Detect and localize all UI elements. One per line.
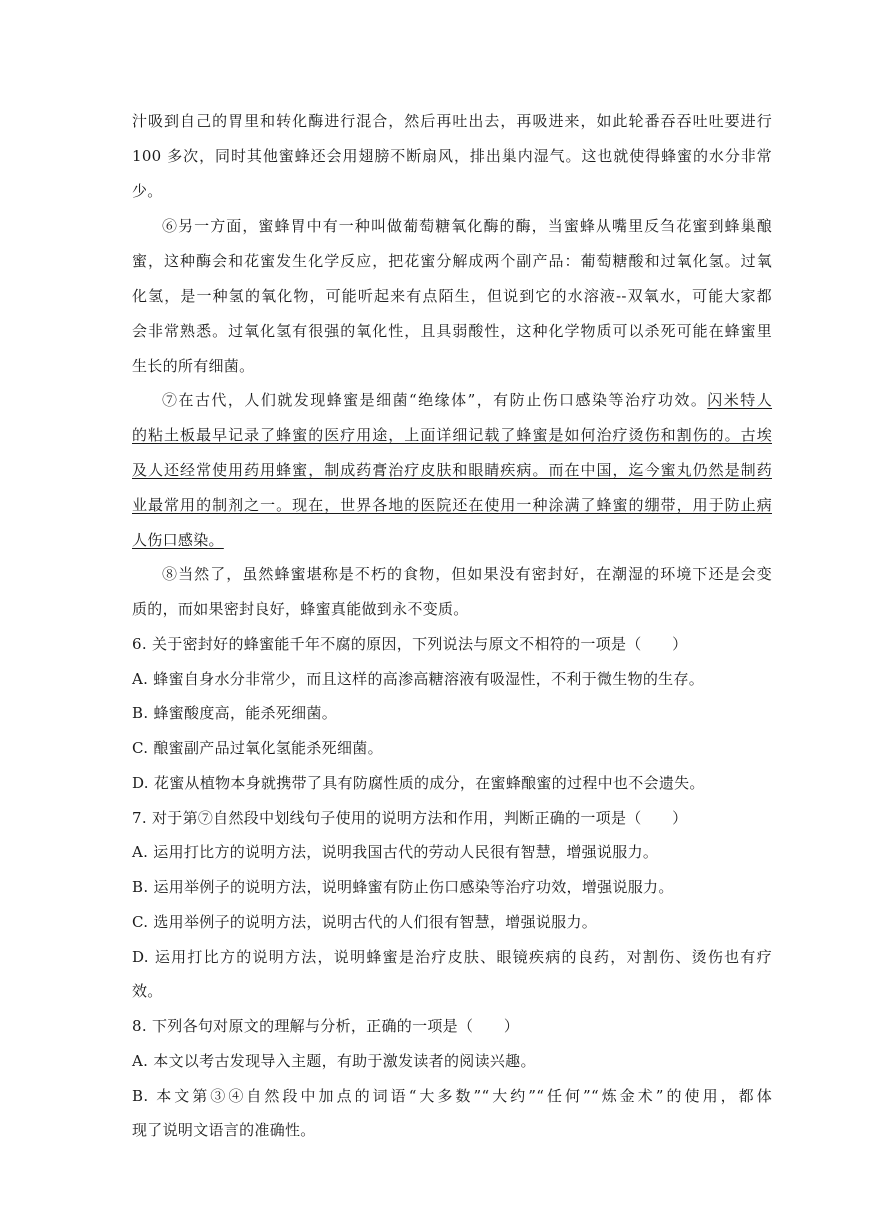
paragraph-6-line-3: 化氢，是一种氢的氧化物，可能听起来有点陌生，但说到它的水溶液--双氧水，可能大家都	[132, 287, 772, 305]
question-6-option-b: B. 蜂蜜酸度高，能杀死细菌。	[132, 704, 338, 722]
paragraph-7-line-1-text: ⑦在古代，人们就发现蜂蜜是细菌“绝缘体”，有防止伤口感染等治疗功效。	[162, 391, 708, 409]
question-6-option-d: D. 花蜜从植物本身就携带了具有防腐性质的成分，在蜜蜂酿蜜的过程中也不会遗失。	[132, 774, 705, 792]
question-7-stem: 7. 对于第⑦自然段中划线句子使用的说明方法和作用，判断正确的一项是（ ）	[132, 809, 688, 827]
paragraph-6-line-1: ⑥另一方面，蜜蜂胃中有一种叫做葡萄糖氧化酶的酶，当蜜蜂从嘴里反刍花蜜到蜂巢酿	[162, 217, 772, 235]
question-8-stem: 8. 下列各句对原文的理解与分析，正确的一项是（ ）	[132, 1017, 520, 1035]
underlined-sentence-end: 人伤口感染。	[132, 531, 224, 549]
paragraph-6-line-4: 会非常熟悉。过氧化氢有很强的氧化性，且具弱酸性，这种化学物质可以杀死可能在蜂蜜里	[132, 322, 772, 340]
underlined-sentence-start: 闪米特人	[707, 391, 773, 409]
question-7-option-b: B. 运用举例子的说明方法，说明蜂蜜有防止伤口感染等治疗功效，增强说服力。	[132, 878, 674, 896]
question-6-stem: 6. 关于密封好的蜂蜜能千年不腐的原因，下列说法与原文不相符的一项是（ ）	[132, 635, 688, 653]
paragraph-8-line-2: 质的，而如果密封良好，蜂蜜真能做到永不变质。	[132, 600, 469, 618]
question-7-option-c: C. 选用举例子的说明方法，说明古代的人们很有智慧，增强说服力。	[132, 913, 598, 931]
underlined-sentence-line-2: 的粘土板最早记录了蜂蜜的医疗用途，上面详细记载了蜂蜜是如何治疗烫伤和割伤的。古埃	[132, 426, 772, 444]
paragraph-8-line-1: ⑧当然了，虽然蜂蜜堪称是不朽的食物，但如果没有密封好，在潮湿的环境下还是会变	[162, 565, 772, 583]
paragraph-5-line-1: 汁吸到自己的胃里和转化酶进行混合，然后再吐出去，再吸进来，如此轮番吞吞吐吐要进行	[132, 112, 772, 130]
underlined-sentence-line-4: 业最常用的制剂之一。现在，世界各地的医院还在使用一种涂满了蜂蜜的绷带，用于防止病	[132, 496, 772, 514]
question-7-option-d-line-1: D. 运用打比方的说明方法，说明蜂蜜是治疗皮肤、眼镜疾病的良药，对割伤、烫伤也有疗	[132, 948, 772, 966]
question-6-option-a: A. 蜂蜜自身水分非常少，而且这样的高渗高糖溶液有吸湿性，不利于微生物的生存。	[132, 670, 705, 688]
question-7-option-d-line-2: 效。	[132, 982, 163, 1000]
question-8-option-b-line-2: 现了说明文语言的准确性。	[132, 1121, 316, 1139]
question-8-option-b-line-1: B. 本文第③④自然段中加点的词语“大多数”“大约”“任何”“炼金术”的使用，都体	[132, 1087, 772, 1105]
underlined-sentence-line-3: 及人还经常使用药用蜂蜜，制成药膏治疗皮肤和眼睛疾病。而在中国，迄今蜜丸仍然是制药	[132, 461, 772, 479]
paragraph-7-line-1	[162, 389, 772, 411]
question-8-option-a: A. 本文以考古发现导入主题，有助于激发读者的阅读兴趣。	[132, 1052, 536, 1070]
paragraph-6-line-5: 生长的所有细菌。	[132, 357, 255, 375]
paragraph-7-line-5	[132, 529, 772, 551]
paragraph-6-line-2: 蜜，这种酶会和花蜜发生化学反应，把花蜜分解成两个副产品：葡萄糖酸和过氧化氢。过氧	[132, 252, 772, 270]
question-6-option-c: C. 酿蜜副产品过氧化氢能杀死细菌。	[132, 739, 383, 757]
paragraph-5-line-2: 100 多次，同时其他蜜蜂还会用翅膀不断扇风，排出巢内湿气。这也就使得蜂蜜的水分非常	[132, 147, 772, 165]
question-7-option-a: A. 运用打比方的说明方法，说明我国古代的劳动人民很有智慧，增强说服力。	[132, 843, 659, 861]
paragraph-5-line-3: 少。	[132, 182, 163, 200]
